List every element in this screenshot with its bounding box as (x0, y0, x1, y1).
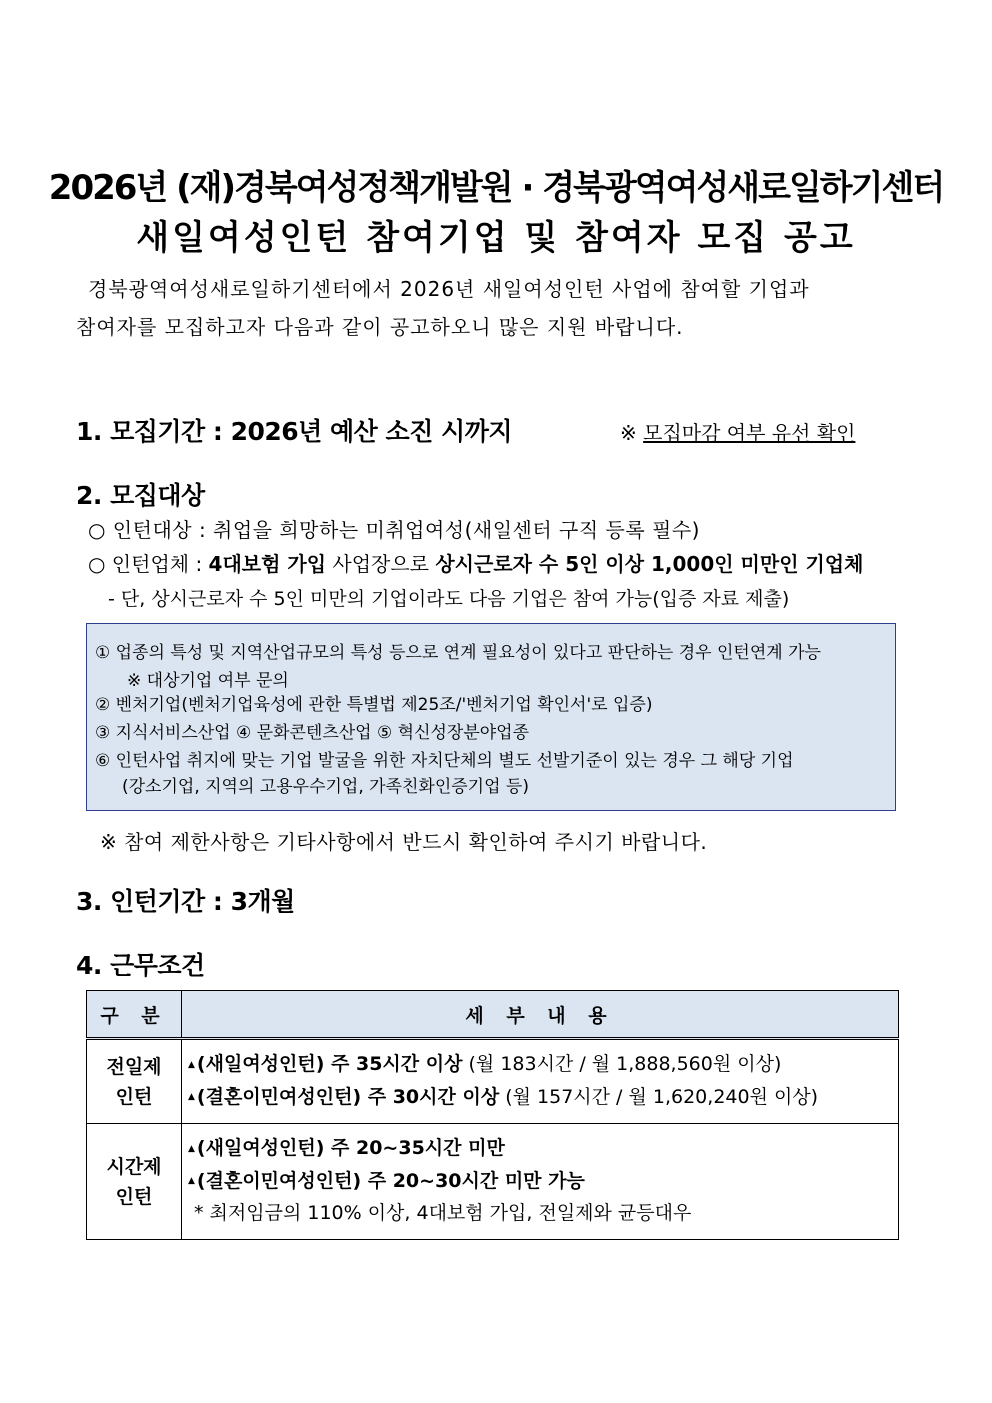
intern-company-mid: 사업장으로 (326, 552, 436, 576)
row-details (182, 1124, 899, 1240)
intern-company-pre: ○ 인턴업체 : (88, 552, 209, 576)
row-label (87, 1124, 182, 1240)
intro-paragraph (76, 270, 912, 346)
detail-bold: (새일여성인턴) 주 20~35시간 미만 (196, 1137, 505, 1159)
triangle-bullet-icon: ▲ (188, 1143, 195, 1154)
section-2-heading: 2. 모집대상 (76, 481, 205, 510)
detail-line (188, 1081, 898, 1114)
triangle-bullet-icon: ▲ (188, 1059, 195, 1070)
label-line: 인턴 (115, 1085, 153, 1108)
box-item-2: ② 벤처기업(벤처기업육성에 관한 특별법 제25조/'벤처기업 확인서'로 입증) (95, 695, 653, 715)
detail-note: * 최저임금의 110% 이상, 4대보험 가입, 전일제와 균등대우 (194, 1202, 692, 1224)
employee-count-text: 상시근로자 수 5인 이상 1,000인 미만인 기업체 (435, 552, 864, 576)
section-3-heading: 3. 인턴기간 : 3개월 (76, 887, 295, 916)
box-item-1: ① 업종의 특성 및 지역산업규모의 특성 등으로 연계 필요성이 있다고 판단하는 경우 인턴연계 가능 (95, 643, 821, 663)
label-line: 전일제 (106, 1055, 162, 1078)
label-line: 인턴 (115, 1185, 153, 1208)
note-mark: ※ (620, 421, 644, 445)
intern-company (88, 548, 863, 577)
title-line-1: 2026년 (재)경북여성정책개발원 · 경북광역여성새로일하기센터 (48, 168, 944, 208)
detail-line (188, 1165, 898, 1198)
work-conditions-table (86, 990, 899, 1240)
exception-line: - 단, 상시근로자 수 5인 미만의 기업이라도 다음 기업은 참여 가능(입증 자료 제출) (108, 588, 790, 610)
row-label (87, 1039, 182, 1124)
detail-bold: (새일여성인턴) 주 35시간 이상 (196, 1053, 463, 1075)
box-item-3: ③ 지식서비스산업 ④ 문화콘텐츠산업 ⑤ 혁신성장분야업종 (95, 723, 530, 743)
box-item-4: ⑥ 인턴사업 취지에 맞는 기업 발굴을 위한 자치단체의 별도 선발기준이 있는 경우 그 해당 기업 (95, 751, 794, 771)
note-text: 모집마감 여부 유선 확인 (643, 421, 856, 445)
header-details: 세 부 내 용 (182, 991, 899, 1039)
detail-line (188, 1048, 898, 1081)
title-line-2: 새일여성인턴 참여기업 및 참여자 모집 공고 (136, 218, 856, 258)
detail-normal: (월 183시간 / 월 1,888,560원 이상) (462, 1053, 782, 1075)
header-category: 구 분 (87, 991, 182, 1039)
reference-note: ※ 참여 제한사항은 기타사항에서 반드시 확인하여 주시기 바랍니다. (100, 830, 708, 854)
detail-line (188, 1132, 898, 1165)
intern-target: ○ 인턴대상 : 취업을 희망하는 미취업여성(새일센터 구직 등록 필수) (88, 518, 700, 542)
recruit-deadline-note (620, 417, 855, 446)
section-1-heading: 1. 모집기간 : 2026년 예산 소진 시까지 (76, 417, 512, 446)
table-header-row (87, 991, 899, 1039)
table-row (87, 1124, 899, 1240)
intro-line-2: 참여자를 모집하고자 다음과 같이 공고하오니 많은 지원 바랍니다. (76, 315, 684, 339)
insurance-text: 4대보험 가입 (208, 552, 327, 576)
label-line: 시간제 (106, 1155, 162, 1178)
detail-bold: (결혼이민여성인턴) 주 30시간 이상 (196, 1085, 500, 1108)
intro-line-1: 경북광역여성새로일하기센터에서 2026년 새일여성인턴 사업에 참여할 기업과 (88, 277, 810, 301)
box-item-4-cont: (강소기업, 지역의 고용우수기업, 가족친화인증기업 등) (122, 777, 529, 797)
triangle-bullet-icon: ▲ (188, 1092, 195, 1102)
detail-bold: (결혼이민여성인턴) 주 20~30시간 미만 가능 (196, 1169, 585, 1192)
triangle-bullet-icon: ▲ (188, 1176, 195, 1186)
section-4-heading: 4. 근무조건 (76, 951, 205, 980)
detail-normal: (월 157시간 / 월 1,620,240원 이상) (499, 1085, 819, 1108)
box-item-1-note: ※ 대상기업 여부 문의 (127, 671, 289, 691)
row-details (182, 1039, 899, 1124)
table-row (87, 1039, 899, 1124)
eligible-companies-box (86, 623, 896, 811)
